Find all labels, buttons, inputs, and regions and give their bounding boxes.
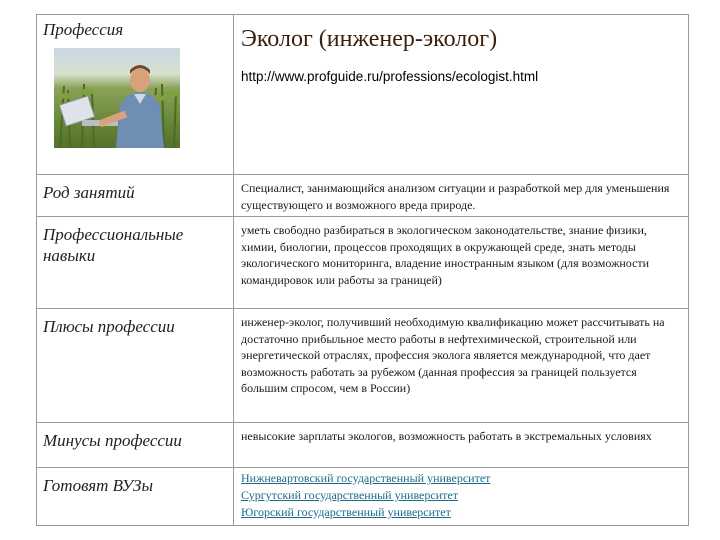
source-link[interactable]: http://www.profguide.ru/professions/ecologist.html [241, 69, 539, 84]
header-left-cell [37, 15, 234, 175]
table-row [37, 175, 689, 217]
row-text: невысокие зарплаты экологов, возможность работать в экстремальных условиях [241, 429, 652, 443]
row-text-cell [234, 175, 689, 217]
row-text-cell [234, 423, 689, 468]
table-row [37, 468, 689, 526]
row-text: инженер-эколог, получивший необходимую квалификацию может рассчитывать на достаточно прибыльное место работы в нефтехимической, строительной или энергетической отраслях, профессия эколога является международной, что дает возможность работать за рубежом (данная профессия за границей пользуется большим спросом, чем в России) [241, 315, 665, 395]
row-label-cell [37, 423, 234, 468]
university-list [234, 468, 688, 521]
row-text: уметь свободно разбираться в экологическом законодательстве, знание физики, химии, биологии, процессов проходящих в окружающей среде, знать методы экологического мониторинга, владение иностранным языком (для возможности командировок или работы за границей) [241, 223, 650, 287]
ecologist-photo-illustration [54, 48, 180, 148]
row-label: Минусы профессии [43, 431, 182, 450]
table-row [37, 217, 689, 309]
university-link[interactable]: Югорский государственный университет [241, 505, 451, 519]
row-text: Специалист, занимающийся анализом ситуации и разработкой мер для уменьшения существующего и возможного вреда природе. [241, 181, 670, 212]
profession-label: Профессия [43, 20, 124, 39]
university-link[interactable]: Нижневартовский государственный университет [241, 471, 491, 485]
table-row [37, 309, 689, 423]
row-label-cell [37, 468, 234, 526]
university-link[interactable]: Сургутский государственный университет [241, 488, 458, 502]
row-label-cell [37, 175, 234, 217]
row-label-cell [37, 309, 234, 423]
ecologist-photo [54, 48, 180, 148]
header-right-cell [234, 15, 689, 175]
row-text-cell [234, 217, 689, 309]
profession-card [36, 14, 689, 526]
row-label: Род занятий [43, 183, 135, 202]
page-title: Эколог (инженер-эколог) [241, 26, 498, 52]
row-label: Готовят ВУЗы [43, 476, 153, 495]
table-row [37, 423, 689, 468]
universities-cell [234, 468, 689, 526]
row-text-cell [234, 309, 689, 423]
row-label: Плюсы профессии [43, 317, 175, 336]
row-label-cell [37, 217, 234, 309]
header-row [37, 15, 689, 175]
row-label: Профессиональные навыки [43, 225, 184, 265]
